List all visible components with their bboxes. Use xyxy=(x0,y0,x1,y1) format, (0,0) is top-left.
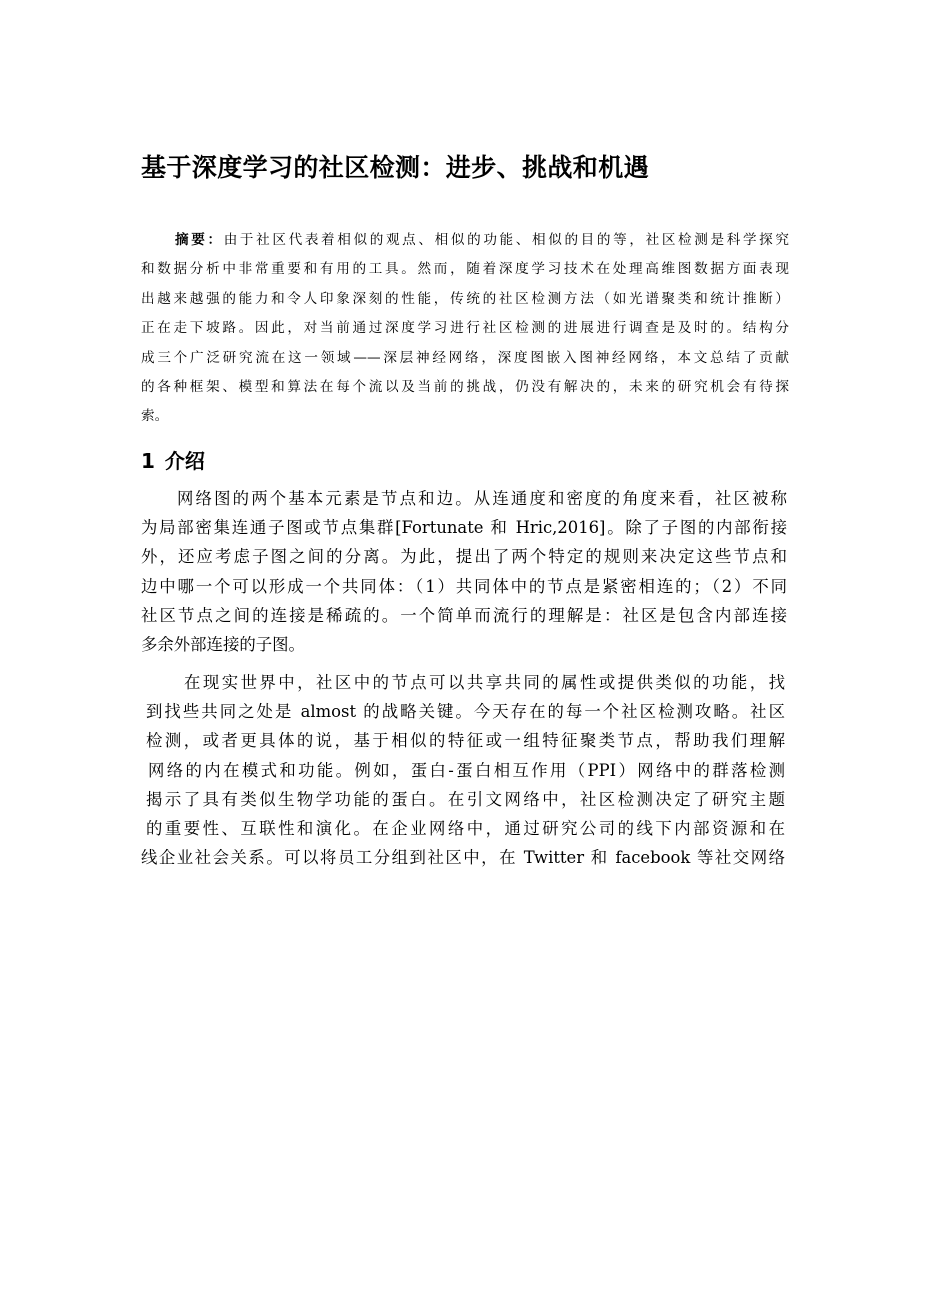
paragraph-line: 线企业社会关系。可以将员工分组到社区中，在 Twitter 和 facebook 等社交网络 xyxy=(141,848,785,868)
paragraph-line: 网络的内在模式和功能。例如，蛋白-蛋白相互作用（PPI）网络中的群落检测 xyxy=(148,760,785,780)
abstract-line: 索。 xyxy=(141,408,169,425)
abstract xyxy=(141,226,789,432)
abstract-text: 由于社区代表着相似的观点、相似的功能、相似的目的等，社区检测是科学探究 xyxy=(223,232,790,248)
abstract-line: 和数据分析中非常重要和有用的工具。然而，随着深度学习技术在处理高维图数据方面表现 xyxy=(141,261,789,278)
abstract-label: 摘要： xyxy=(175,232,224,248)
abstract-line: 出越来越强的能力和令人印象深刻的性能，传统的社区检测方法（如光谱聚类和统计推断） xyxy=(141,290,789,307)
paragraph-line: 在现实世界中，社区中的节点可以共享共同的属性或提供类似的功能，找 xyxy=(184,673,785,692)
paragraph-line: 网络图的两个基本元素是节点和边。从连通度和密度的角度来看，社区被称 xyxy=(177,489,787,508)
abstract-line: 正在走下坡路。因此，对当前通过深度学习进行社区检测的进展进行调查是及时的。结构分 xyxy=(141,320,789,337)
paper-title: 基于深度学习的社区检测：进步、挑战和机遇 xyxy=(141,153,650,182)
section-title: 介绍 xyxy=(164,449,205,473)
abstract-line xyxy=(141,226,789,255)
paragraph-line: 边中哪一个可以形成一个共同体：（1）共同体中的节点是紧密相连的；（2）不同 xyxy=(141,576,787,596)
section-number: 1 xyxy=(141,449,155,473)
paragraph-line: 外，还应考虑子图之间的分离。为此，提出了两个特定的规则来决定这些节点和 xyxy=(141,547,787,567)
body-paragraph xyxy=(141,484,787,659)
paragraph-line: 揭示了具有类似生物学功能的蛋白。在引文网络中，社区检测决定了研究主题 xyxy=(146,789,785,809)
paragraph-line: 多余外部连接的子图。 xyxy=(141,635,305,655)
body-paragraph xyxy=(141,668,785,872)
abstract-line: 的各种框架、模型和算法在每个流以及当前的挑战，仍没有解决的，未来的研究机会有待探 xyxy=(141,379,789,396)
paragraph-line: 到找些共同之处是 almost 的战略关键。今天存在的每一个社区检测攻略。社区 xyxy=(146,702,785,722)
paragraph-line: 社区节点之间的连接是稀疏的。一个简单而流行的理解是：社区是包含内部连接 xyxy=(141,605,787,625)
section-heading xyxy=(141,446,205,476)
abstract-line: 成三个广泛研究流在这一领域——深层神经网络，深度图嵌入图神经网络，本文总结了贡献 xyxy=(141,349,789,366)
paragraph-line: 检测，或者更具体的说，基于相似的特征或一组特征聚类节点，帮助我们理解 xyxy=(146,731,785,751)
paragraph-line: 为局部密集连通子图或节点集群[Fortunate 和 Hric,2016]。除了子图的内部衔接 xyxy=(141,518,787,538)
paragraph-line: 的重要性、互联性和演化。在企业网络中，通过研究公司的线下内部资源和在 xyxy=(146,819,785,839)
